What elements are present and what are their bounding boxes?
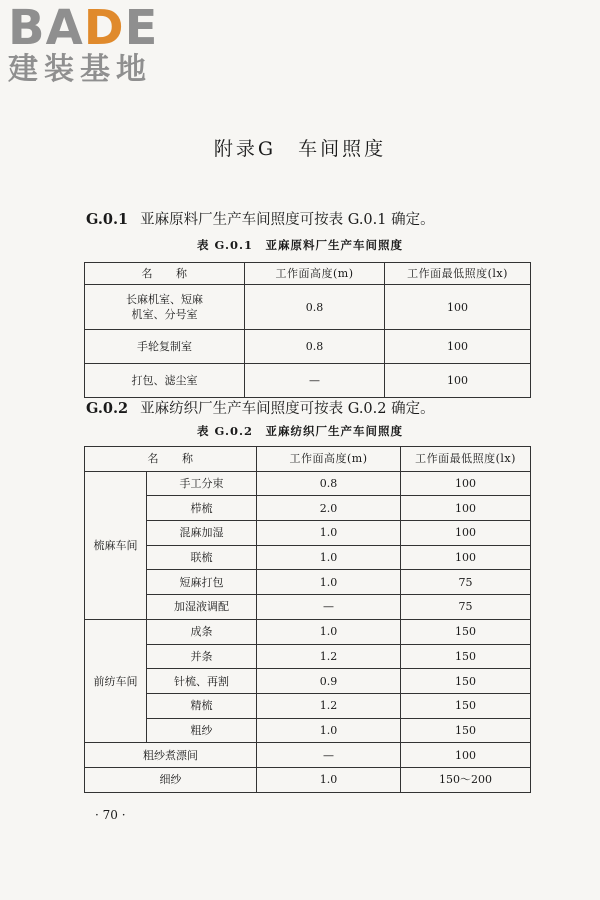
cell-height: 1.0 [257, 718, 401, 743]
bade-logo [8, 0, 178, 88]
cell-height: — [257, 595, 401, 620]
cell-lux: 75 [401, 595, 531, 620]
cell-lux: 150～200 [401, 767, 531, 792]
cell-name: 手轮复制室 [85, 330, 245, 364]
table-header-row [85, 447, 531, 472]
table-row [85, 545, 531, 570]
table-row [85, 471, 531, 496]
header-height: 工作面高度(m) [257, 447, 401, 472]
header-name: 名 称 [85, 447, 257, 472]
cell-lux: 100 [401, 545, 531, 570]
cell-name: 加湿液调配 [147, 595, 257, 620]
cell-name: 混麻加湿 [147, 521, 257, 546]
table-row [85, 767, 531, 792]
clause-number: G.0.1 [86, 211, 129, 228]
cell-height: 1.0 [257, 767, 401, 792]
table2-caption: 表 G.0.2 亚麻纺织厂生产车间照度 [197, 424, 403, 438]
logo-wordmark: BADE [8, 0, 159, 56]
table-header-row [85, 263, 531, 285]
clause-g01 [86, 208, 435, 229]
appendix-heading: 附录G 车间照度 [213, 138, 387, 160]
table-row [85, 521, 531, 546]
cell-name: 粗纱煮漂间 [85, 743, 257, 768]
cell-lux: 150 [401, 619, 531, 644]
header-lux: 工作面最低照度(lx) [385, 263, 531, 285]
cell-lux: 150 [401, 669, 531, 694]
clause-text: 亚麻原料厂生产车间照度可按表 G.0.1 确定。 [140, 212, 435, 228]
cell-height: 1.0 [257, 619, 401, 644]
cell-name: 精梳 [147, 693, 257, 718]
table-row [85, 743, 531, 768]
table-row [85, 718, 531, 743]
logo-chinese-text: 建装基地 [8, 52, 152, 87]
cell-lux: 150 [401, 718, 531, 743]
table-g02 [84, 446, 531, 793]
cell-lux: 150 [401, 644, 531, 669]
table1-caption: 表 G.0.1 亚麻原料厂生产车间照度 [197, 238, 403, 252]
cell-height: 2.0 [257, 496, 401, 521]
cell-name: 栉梳 [147, 496, 257, 521]
header-lux: 工作面最低照度(lx) [401, 447, 531, 472]
group-name-carding: 梳麻车间 [85, 471, 147, 619]
cell-lux: 100 [401, 521, 531, 546]
cell-name: 长麻机室、短麻 机室、分号室 [85, 285, 245, 330]
table-row [85, 330, 531, 364]
table-row [85, 644, 531, 669]
cell-lux: 100 [385, 285, 531, 330]
table-row [85, 364, 531, 398]
cell-name: 联梳 [147, 545, 257, 570]
cell-height: 1.2 [257, 693, 401, 718]
cell-lux: 100 [385, 364, 531, 398]
cell-height: 1.0 [257, 521, 401, 546]
table-g01 [84, 262, 531, 398]
cell-name: 粗纱 [147, 718, 257, 743]
clause-g02 [86, 397, 435, 418]
cell-lux: 75 [401, 570, 531, 595]
cell-name: 针梳、再割 [147, 669, 257, 694]
cell-lux: 150 [401, 693, 531, 718]
group-name-spinning: 前纺车间 [85, 619, 147, 742]
header-name: 名 称 [85, 263, 245, 285]
cell-lux: 100 [401, 743, 531, 768]
table-row [85, 570, 531, 595]
cell-name: 打包、滤尘室 [85, 364, 245, 398]
cell-height: — [245, 364, 385, 398]
cell-height: — [257, 743, 401, 768]
cell-lux: 100 [385, 330, 531, 364]
cell-height: 0.9 [257, 669, 401, 694]
clause-text: 亚麻纺织厂生产车间照度可按表 G.0.2 确定。 [140, 401, 435, 417]
table-row [85, 496, 531, 521]
cell-height: 0.8 [245, 330, 385, 364]
page-number: · 70 · [95, 808, 126, 822]
cell-height: 0.8 [245, 285, 385, 330]
cell-height: 1.2 [257, 644, 401, 669]
clause-number: G.0.2 [86, 400, 129, 417]
cell-name: 手工分束 [147, 471, 257, 496]
header-height: 工作面高度(m) [245, 263, 385, 285]
table-row [85, 669, 531, 694]
cell-name: 短麻打包 [147, 570, 257, 595]
table-row [85, 693, 531, 718]
cell-height: 1.0 [257, 545, 401, 570]
cell-name: 成条 [147, 619, 257, 644]
table-row [85, 619, 531, 644]
table-row [85, 595, 531, 620]
cell-lux: 100 [401, 496, 531, 521]
cell-height: 1.0 [257, 570, 401, 595]
cell-name: 并条 [147, 644, 257, 669]
cell-name: 细纱 [85, 767, 257, 792]
cell-height: 0.8 [257, 471, 401, 496]
table-row [85, 285, 531, 330]
cell-lux: 100 [401, 471, 531, 496]
